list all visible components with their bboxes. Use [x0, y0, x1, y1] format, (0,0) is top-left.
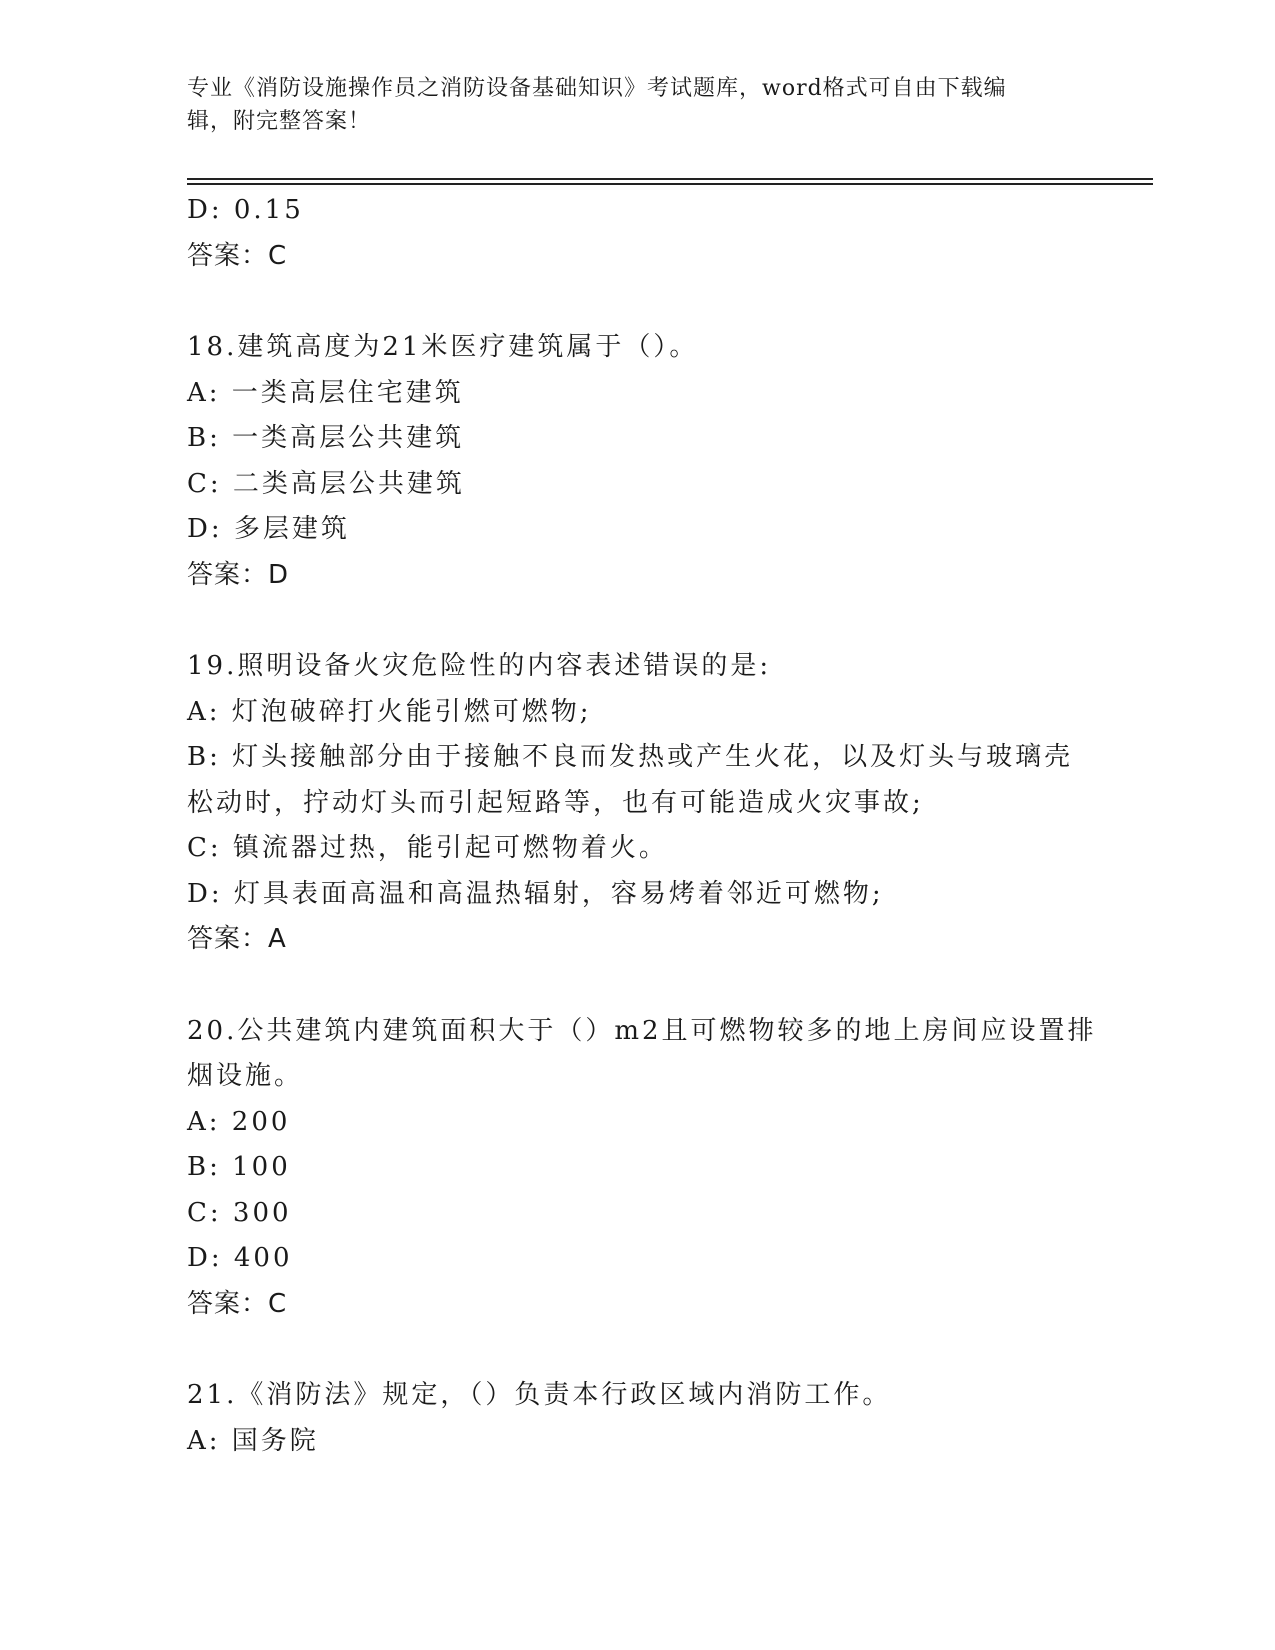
question-stem-line-1: 20.公共建筑内建筑面积大于（）m2且可燃物较多的地上房间应设置排	[187, 1015, 1097, 1046]
document-body	[187, 188, 1097, 1464]
option-b: B: 100	[187, 1152, 291, 1182]
document-header	[187, 72, 1087, 138]
question-19	[187, 644, 1087, 963]
question-stem: 18.建筑高度为21米医疗建筑属于（）。	[187, 332, 699, 362]
option-d: D: 灯具表面高温和高温热辐射，容易烤着邻近可燃物;	[187, 878, 884, 909]
answer: 答案：C	[187, 240, 288, 271]
option-a: A: 200	[187, 1106, 291, 1137]
header-line-1: 专业《消防设施操作员之消防设备基础知识》考试题库，word格式可自由下载编	[187, 76, 1007, 101]
answer: 答案：C	[187, 1288, 288, 1319]
question-stem: 21.《消防法》规定，（）负责本行政区域内消防工作。	[187, 1380, 892, 1410]
option-d: D: 0.15	[187, 195, 304, 225]
option-c: C: 镇流器过热，能引起可燃物着火。	[187, 833, 668, 863]
answer: 答案：A	[187, 924, 287, 954]
option-b: B: 一类高层公共建筑	[187, 423, 465, 453]
question-18	[187, 325, 1087, 598]
question-20	[187, 1009, 1097, 1328]
answer: 答案：D	[187, 559, 290, 590]
header-divider-bottom	[187, 183, 1153, 185]
option-c: C: 300	[187, 1197, 292, 1228]
option-a: A: 国务院	[187, 1425, 319, 1456]
option-d: D: 400	[187, 1243, 293, 1273]
option-a: A: 一类高层住宅建筑	[187, 377, 464, 408]
option-b-line-2: 松动时，拧动灯头而引起短路等，也有可能造成火灾事故;	[187, 787, 924, 818]
option-c: C: 二类高层公共建筑	[187, 468, 465, 499]
option-b-line-1: B: 灯头接触部分由于接触不良而发热或产生火花，以及灯头与玻璃壳	[187, 742, 1074, 772]
question-17-tail	[187, 188, 1087, 279]
question-21	[187, 1373, 1087, 1464]
question-stem: 19.照明设备火灾危险性的内容表述错误的是:	[187, 651, 772, 681]
header-divider-top	[187, 178, 1153, 180]
question-stem-line-2: 烟设施。	[187, 1061, 304, 1091]
option-a: A: 灯泡破碎打火能引燃可燃物;	[187, 696, 592, 727]
option-d: D: 多层建筑	[187, 514, 350, 544]
header-line-2: 辑，附完整答案！	[187, 109, 372, 134]
